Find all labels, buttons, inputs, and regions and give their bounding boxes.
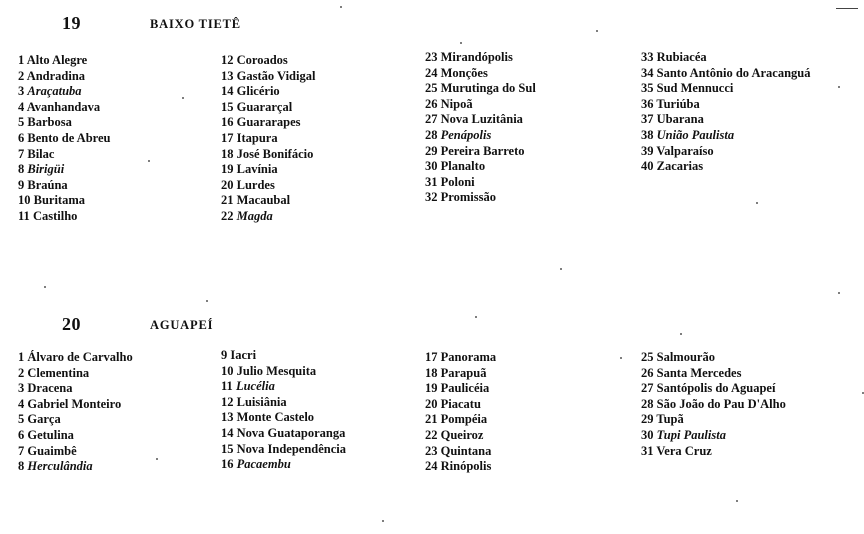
municipality-item — [18, 428, 133, 444]
municipality-item — [221, 395, 346, 411]
municipality-item — [221, 131, 315, 147]
municipality-name: Panorama — [440, 350, 497, 364]
municipality-column — [18, 350, 133, 475]
municipality-column — [425, 50, 536, 206]
municipality-item — [641, 128, 810, 144]
scan-speck — [148, 160, 150, 162]
municipality-number: 22 — [425, 427, 438, 442]
municipality-number: 25 — [641, 350, 654, 364]
municipality-item — [18, 193, 111, 209]
municipality-name: Quintana — [440, 443, 492, 458]
municipality-name: Alto Alegre — [26, 53, 88, 67]
municipality-name: Valparaíso — [656, 143, 714, 158]
municipality-name: Clementina — [27, 365, 90, 380]
municipality-item — [425, 112, 536, 128]
municipality-number: 5 — [18, 115, 25, 130]
municipality-name: Queiroz — [440, 427, 484, 442]
section-number: 19 — [62, 13, 81, 33]
scan-speck — [460, 42, 462, 44]
municipality-column — [641, 50, 810, 175]
municipality-item — [425, 175, 536, 191]
municipality-item — [18, 100, 111, 116]
municipality-name: Penápolis — [440, 127, 492, 142]
scan-speck — [560, 268, 562, 270]
municipality-number: 19 — [425, 381, 438, 396]
municipality-column — [221, 53, 315, 225]
municipality-name: Nova Guataporanga — [236, 425, 346, 440]
municipality-item — [221, 457, 346, 473]
municipality-name: Santa Mercedes — [656, 365, 742, 380]
municipality-item — [221, 53, 315, 69]
municipality-number: 14 — [221, 425, 234, 440]
municipality-name: Nova Independência — [236, 441, 347, 456]
municipality-name: Tupã — [656, 412, 684, 427]
municipality-number: 16 — [221, 115, 234, 130]
municipality-item — [425, 66, 536, 82]
municipality-name: Nipoã — [440, 96, 473, 111]
municipality-name: Parapuã — [440, 365, 487, 380]
municipality-name: Pacaembu — [236, 457, 291, 472]
section-title: AGUAPEÍ — [150, 318, 214, 332]
municipality-name: Garça — [27, 412, 61, 427]
municipality-item — [425, 81, 536, 97]
municipality-number: 30 — [641, 427, 654, 442]
municipality-number: 4 — [18, 396, 25, 411]
municipality-name: Monte Castelo — [236, 410, 315, 425]
municipality-number: 1 — [18, 350, 25, 364]
municipality-number: 23 — [425, 50, 438, 64]
municipality-name: Vera Cruz — [656, 443, 712, 458]
municipality-name: Poloni — [440, 174, 475, 189]
municipality-number: 34 — [641, 65, 654, 80]
municipality-item — [221, 69, 315, 85]
municipality-name: Gastão Vidigal — [236, 68, 316, 83]
municipality-item — [18, 381, 133, 397]
municipality-name: São João do Pau D'Alho — [656, 396, 786, 411]
municipality-item — [18, 115, 111, 131]
municipality-name: Macaubal — [236, 193, 291, 208]
scan-speck — [182, 97, 184, 99]
municipality-item — [18, 69, 111, 85]
municipality-item — [425, 97, 536, 113]
municipality-number: 20 — [221, 177, 234, 192]
municipality-item — [641, 412, 786, 428]
municipality-name: Mirandópolis — [440, 50, 513, 64]
municipality-number: 17 — [425, 350, 438, 364]
scan-speck — [156, 458, 158, 460]
municipality-item — [18, 84, 111, 100]
municipality-item — [221, 209, 315, 225]
municipality-number: 40 — [641, 159, 654, 174]
section-title: BAIXO TIETÊ — [150, 17, 241, 31]
municipality-number: 15 — [221, 441, 234, 456]
municipality-name: Santópolis do Aguapeí — [656, 381, 776, 396]
municipality-name: Braúna — [27, 177, 68, 192]
municipality-item — [221, 84, 315, 100]
municipality-number: 22 — [221, 208, 234, 223]
municipality-number: 31 — [641, 443, 654, 458]
municipality-name: Sud Mennucci — [656, 81, 734, 96]
municipality-name: Buritama — [33, 193, 86, 208]
municipality-name: José Bonifácio — [236, 146, 314, 161]
municipality-name: Lurdes — [236, 177, 275, 192]
municipality-name: Pompéia — [440, 412, 488, 427]
municipality-name: Álvaro de Carvalho — [27, 350, 133, 364]
municipality-name: Ubarana — [656, 112, 704, 127]
scan-speck — [44, 286, 46, 288]
municipality-name: Andradina — [26, 68, 86, 83]
municipality-item — [18, 459, 133, 475]
municipality-number: 8 — [18, 162, 25, 177]
municipality-item — [221, 162, 315, 178]
municipality-number: 4 — [18, 99, 25, 114]
municipality-number: 25 — [425, 81, 438, 96]
municipality-name: Salmourão — [656, 350, 715, 364]
municipality-number: 2 — [18, 68, 25, 83]
scan-speck — [475, 316, 477, 318]
municipality-item — [641, 366, 786, 382]
municipality-number: 28 — [425, 127, 438, 142]
municipality-name: Bento de Abreu — [27, 130, 111, 145]
municipality-item — [18, 209, 111, 225]
scan-speck — [756, 202, 758, 204]
municipality-number: 21 — [221, 193, 234, 208]
municipality-item — [425, 350, 496, 366]
municipality-item — [221, 410, 346, 426]
scan-speck — [596, 30, 598, 32]
municipality-item — [18, 131, 111, 147]
municipality-number: 30 — [425, 159, 438, 174]
municipality-number: 6 — [18, 130, 25, 145]
municipality-item — [425, 412, 496, 428]
municipality-name: Paulicéia — [440, 381, 490, 396]
scan-speck — [838, 292, 840, 294]
municipality-item — [641, 381, 786, 397]
municipality-number: 9 — [221, 348, 228, 362]
municipality-number: 26 — [641, 365, 654, 380]
municipality-item — [425, 50, 536, 66]
municipality-number: 10 — [18, 193, 31, 208]
municipality-item — [221, 178, 315, 194]
municipality-name: Castilho — [32, 208, 78, 223]
municipality-name: União Paulista — [656, 127, 735, 142]
municipality-number: 29 — [641, 412, 654, 427]
municipality-item — [641, 112, 810, 128]
municipality-item — [425, 144, 536, 160]
municipality-number: 39 — [641, 143, 654, 158]
municipality-number: 14 — [221, 84, 234, 99]
municipality-name: Lavínia — [236, 162, 278, 177]
municipality-column — [641, 350, 786, 459]
municipality-name: Glicério — [236, 84, 280, 99]
municipality-item — [641, 97, 810, 113]
municipality-item — [425, 397, 496, 413]
municipality-name: Rubiacéa — [656, 50, 707, 64]
municipality-number: 28 — [641, 396, 654, 411]
municipality-name: Itapura — [236, 130, 278, 145]
scan-speck — [736, 500, 738, 502]
municipality-item — [18, 397, 133, 413]
municipality-number: 24 — [425, 459, 438, 474]
municipality-name: Santo Antônio do Aracanguá — [656, 65, 811, 80]
municipality-number: 7 — [18, 146, 25, 161]
municipality-item — [221, 147, 315, 163]
municipality-name: Piacatu — [440, 396, 481, 411]
municipality-number: 3 — [18, 84, 25, 99]
municipality-item — [641, 81, 810, 97]
municipality-item — [221, 193, 315, 209]
municipality-item — [425, 444, 496, 460]
municipality-item — [18, 366, 133, 382]
municipality-name: Avanhandava — [26, 99, 101, 114]
municipality-number: 32 — [425, 190, 438, 205]
municipality-item — [641, 159, 810, 175]
municipality-number: 31 — [425, 174, 438, 189]
municipality-name: Luisiânia — [236, 394, 287, 409]
municipality-item — [425, 366, 496, 382]
municipality-number: 17 — [221, 130, 234, 145]
municipality-name: Turiúba — [656, 96, 700, 111]
municipality-name: Pereira Barreto — [440, 143, 525, 158]
municipality-number: 16 — [221, 457, 234, 472]
municipality-number: 2 — [18, 365, 25, 380]
municipality-name: Bilac — [27, 146, 55, 161]
municipality-number: 3 — [18, 381, 25, 396]
municipality-item — [18, 412, 133, 428]
municipality-column — [425, 350, 496, 475]
municipality-number: 7 — [18, 443, 25, 458]
municipality-item — [221, 442, 346, 458]
municipality-name: Getulina — [27, 427, 74, 442]
municipality-number: 10 — [221, 363, 234, 378]
municipality-number: 35 — [641, 81, 654, 96]
municipality-name: Barbosa — [27, 115, 72, 130]
municipality-number: 13 — [221, 68, 234, 83]
municipality-number: 18 — [221, 146, 234, 161]
municipality-column — [221, 348, 346, 473]
municipality-name: Guaimbê — [27, 443, 77, 458]
municipality-item — [221, 115, 315, 131]
scan-speck — [680, 333, 682, 335]
municipality-name: Birigüi — [27, 162, 65, 177]
municipality-name: Nova Luzitânia — [440, 112, 523, 127]
municipality-name: Zacarias — [656, 159, 704, 174]
municipality-item — [425, 190, 536, 206]
municipality-name: Herculândia — [27, 459, 93, 474]
municipality-item — [18, 178, 111, 194]
scan-speck — [382, 520, 384, 522]
municipality-name: Gabriel Monteiro — [27, 396, 122, 411]
municipality-name: Tupi Paulista — [656, 427, 726, 442]
municipality-name: Guararçal — [236, 99, 293, 114]
municipality-item — [641, 428, 786, 444]
municipality-number: 8 — [18, 459, 25, 474]
scan-speck — [838, 86, 840, 88]
municipality-item — [18, 444, 133, 460]
municipality-name: Rinópolis — [440, 459, 492, 474]
municipality-number: 33 — [641, 50, 654, 64]
municipality-item — [425, 159, 536, 175]
municipality-item — [641, 397, 786, 413]
municipality-number: 20 — [425, 396, 438, 411]
municipality-name: Iacri — [230, 348, 257, 362]
municipality-number: 1 — [18, 53, 25, 67]
municipality-number: 36 — [641, 96, 654, 111]
municipality-item — [221, 348, 346, 364]
municipality-item — [18, 350, 133, 366]
municipality-number: 11 — [18, 208, 30, 223]
municipality-number: 13 — [221, 410, 234, 425]
municipality-number: 38 — [641, 127, 654, 142]
municipality-name: Dracena — [27, 381, 73, 396]
municipality-number: 24 — [425, 65, 438, 80]
municipality-number: 26 — [425, 96, 438, 111]
municipality-number: 12 — [221, 53, 234, 67]
municipality-item — [425, 128, 536, 144]
municipality-item — [18, 147, 111, 163]
scan-speck — [620, 357, 622, 359]
municipality-item — [221, 379, 346, 395]
municipality-item — [641, 444, 786, 460]
municipality-number: 18 — [425, 365, 438, 380]
municipality-item — [641, 50, 810, 66]
municipality-name: Julio Mesquita — [236, 363, 317, 378]
scan-mark — [836, 8, 858, 9]
municipality-name: Magda — [236, 208, 273, 223]
municipality-name: Monções — [440, 65, 488, 80]
municipality-number: 37 — [641, 112, 654, 127]
municipality-number: 11 — [221, 379, 233, 394]
municipality-number: 19 — [221, 162, 234, 177]
municipality-column — [18, 53, 111, 225]
municipality-number: 6 — [18, 427, 25, 442]
municipality-item — [18, 162, 111, 178]
municipality-item — [641, 66, 810, 82]
municipality-item — [641, 144, 810, 160]
municipality-number: 27 — [425, 112, 438, 127]
municipality-number: 12 — [221, 394, 234, 409]
municipality-number: 29 — [425, 143, 438, 158]
municipality-number: 15 — [221, 99, 234, 114]
scan-speck — [206, 300, 208, 302]
municipality-name: Guararapes — [236, 115, 301, 130]
municipality-item — [425, 428, 496, 444]
municipality-item — [425, 459, 496, 475]
municipality-item — [641, 350, 786, 366]
municipality-item — [425, 381, 496, 397]
municipality-item — [18, 53, 111, 69]
municipality-number: 9 — [18, 177, 25, 192]
municipality-item — [221, 426, 346, 442]
municipality-item — [221, 100, 315, 116]
municipality-name: Murutinga do Sul — [440, 81, 536, 96]
municipality-name: Promissão — [440, 190, 496, 205]
municipality-name: Planalto — [440, 159, 486, 174]
municipality-name: Coroados — [236, 53, 288, 67]
municipality-name: Araçatuba — [27, 84, 82, 99]
municipality-number: 21 — [425, 412, 438, 427]
municipality-name: Lucélia — [235, 379, 275, 394]
municipality-number: 5 — [18, 412, 25, 427]
scan-speck — [340, 6, 342, 8]
municipality-number: 23 — [425, 443, 438, 458]
municipality-item — [221, 364, 346, 380]
section-number: 20 — [62, 314, 81, 334]
municipality-number: 27 — [641, 381, 654, 396]
